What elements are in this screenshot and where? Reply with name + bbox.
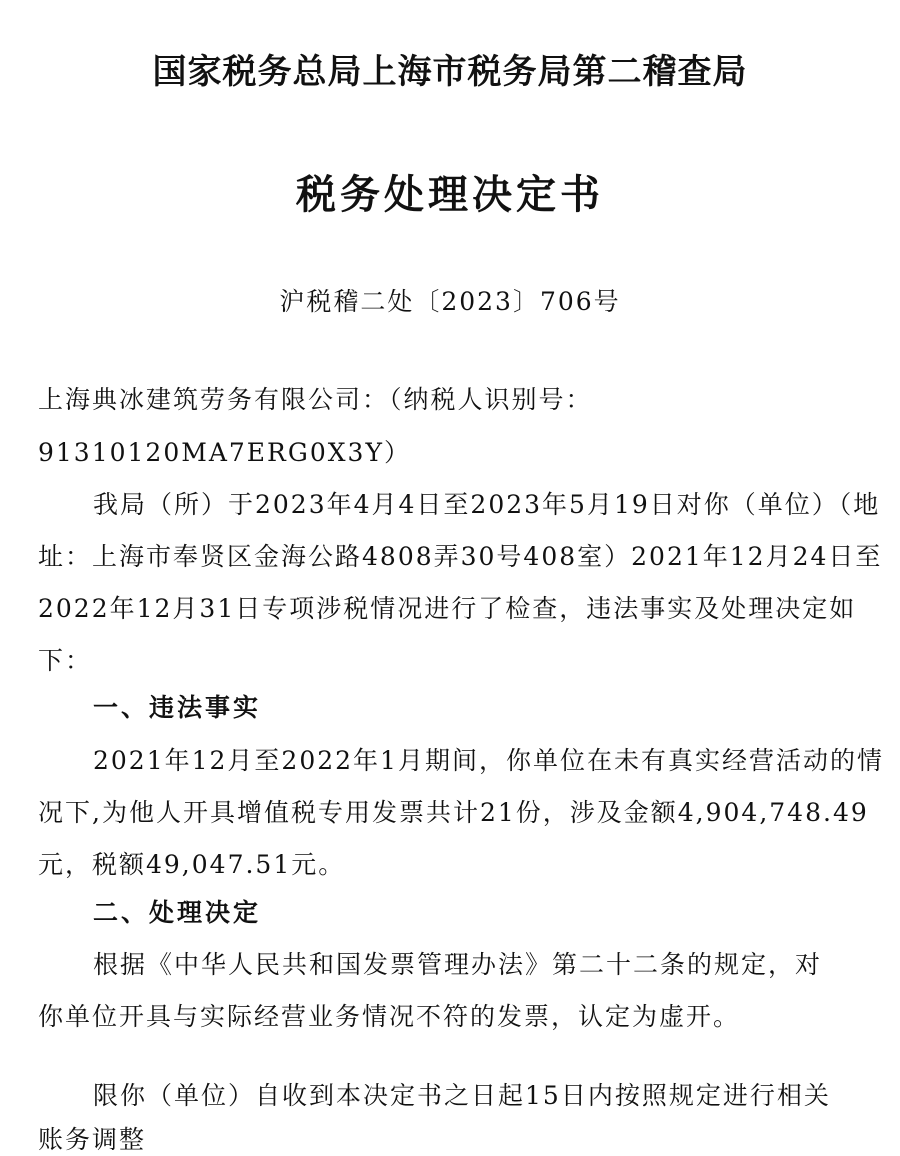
issuing-organization: 国家税务总局上海市税务局第二稽查局	[152, 52, 748, 92]
decision-line-2: 你单位开具与实际经营业务情况不符的发票，认定为虚开。	[38, 1002, 741, 1031]
document-title: 税务处理决定书	[296, 172, 604, 218]
document-number: 沪税稽二处〔2023〕706号	[279, 287, 621, 316]
addressee-line-1: 上海典冰建筑劳务有限公司：（纳税人识别号：	[38, 385, 593, 414]
intro-line-3: 2022年12月31日专项涉税情况进行了检查，违法事实及处理决定如	[38, 594, 857, 623]
closing-line-1: 限你（单位）自收到本决定书之日起15日内按照规定进行相关	[93, 1081, 831, 1110]
violation-line-1: 2021年12月至2022年1月期间，你单位在未有真实经营活动的情	[93, 746, 884, 775]
violation-line-2: 况下,为他人开具增值税专用发票共计21份，涉及金额4,904,748.49	[38, 798, 869, 827]
intro-line-1: 我局（所）于2023年4月4日至2023年5月19日对你（单位）（地	[93, 490, 881, 519]
section-heading-decision: 二、处理决定	[93, 898, 262, 927]
decision-line-1: 根据《中华人民共和国发票管理办法》第二十二条的规定，对	[93, 950, 823, 979]
intro-line-2: 址：上海市奉贤区金海公路4808弄30号408室）2021年12月24日至	[38, 542, 883, 571]
violation-line-3: 元，税额49,047.51元。	[38, 850, 346, 879]
intro-line-4: 下：	[38, 646, 93, 675]
section-heading-violation-facts: 一、违法事实	[93, 693, 262, 722]
closing-line-2: 账务调整	[38, 1125, 147, 1154]
addressee-line-2: 91310120MA7ERG0X3Y）	[38, 438, 411, 467]
